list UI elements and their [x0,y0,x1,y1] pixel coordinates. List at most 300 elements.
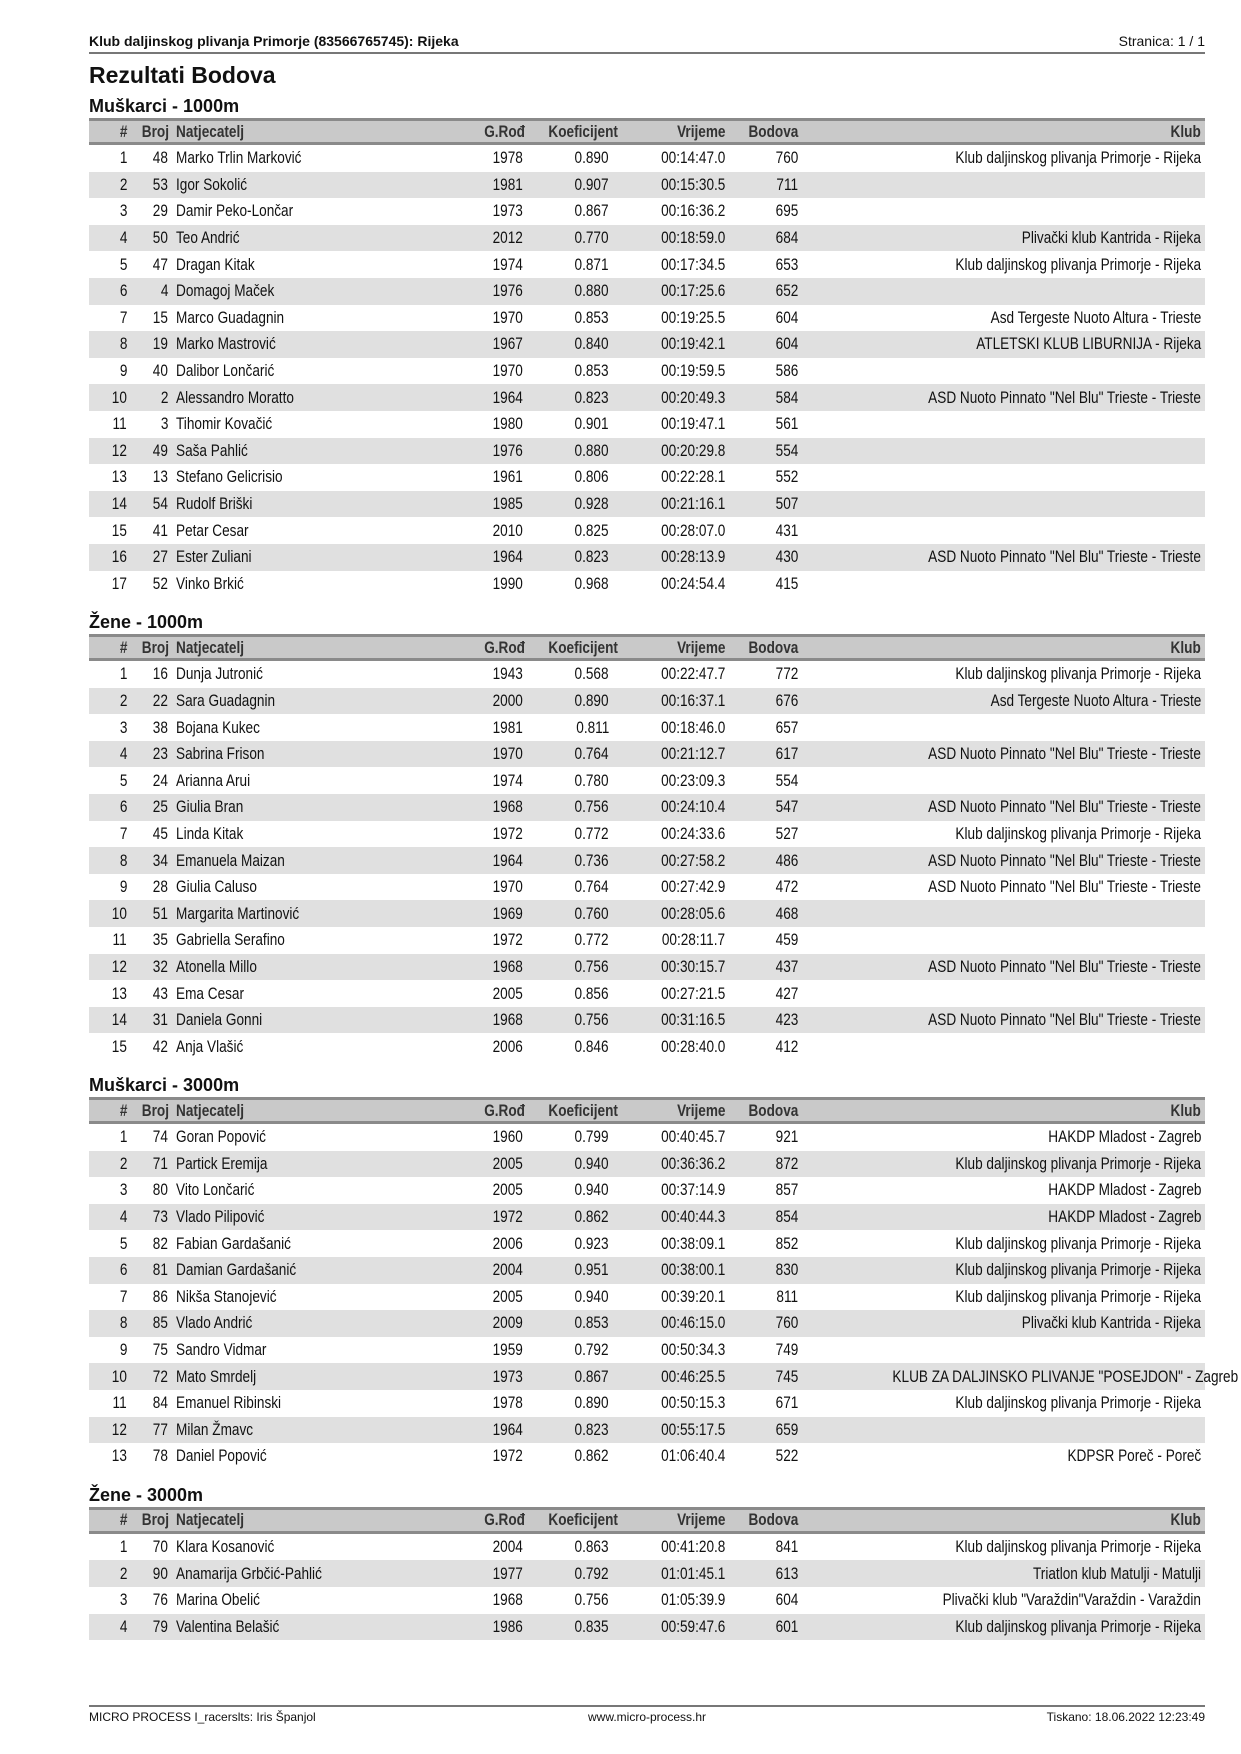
table-row [89,767,1205,794]
time-value: 00:19:42.1 [660,334,725,354]
time-value: 01:01:45.1 [660,1563,725,1583]
cell-points [729,571,802,598]
cell-coefficient [527,305,613,332]
bib-value: 3 [160,414,168,434]
points-value: 554 [775,440,798,460]
bib-value: 84 [152,1393,168,1413]
points-value: 841 [775,1537,798,1557]
birth-year-value: 1977 [492,1563,523,1583]
cell-coefficient [527,1177,613,1204]
bib-value: 34 [152,850,168,870]
coefficient-value: 0.853 [574,307,609,327]
time-value: 00:21:16.1 [660,494,725,514]
table-row [89,954,1205,981]
rank-value: 3 [119,1590,127,1610]
cell-competitor [172,1230,470,1257]
competitor-value: Ester Zuliani [176,547,252,567]
rank-value: 1 [119,148,127,168]
column-header-label: Natjecatelj [176,1510,245,1530]
cell-club [802,714,1205,741]
competitor-value: Damir Peko-Lončar [176,201,294,221]
rank-value: 1 [119,664,127,684]
cell-club [802,1587,1205,1614]
points-value: 671 [775,1393,798,1413]
cell-bib [131,464,172,491]
bib-value: 43 [152,983,168,1003]
cell-rank [89,411,131,438]
birth-year-value: 1974 [492,254,523,274]
rank-value: 9 [119,1340,127,1360]
time-value: 00:46:25.5 [660,1366,725,1386]
cell-club [802,358,1205,385]
points-value: 601 [775,1616,798,1636]
birth-year-value: 2010 [492,520,523,540]
rank-value: 13 [111,983,127,1003]
cell-points [729,821,802,848]
cell-competitor [172,1151,470,1178]
points-value: 604 [775,1590,798,1610]
cell-rank [89,1363,131,1390]
cell-club [802,688,1205,715]
cell-club [802,1417,1205,1444]
rank-value: 2 [119,690,127,710]
points-value: 468 [775,903,798,923]
table-row [89,278,1205,305]
competitor-value: Klara Kosanović [176,1537,275,1557]
birth-year-value: 2009 [492,1313,523,1333]
column-header-label: Natjecatelj [176,121,245,141]
cell-rank [89,331,131,358]
coefficient-value: 0.862 [574,1207,609,1227]
cell-coefficient [527,1417,613,1444]
birth-year-value: 1972 [492,1207,523,1227]
points-value: 586 [775,361,798,381]
column-header-label: G.Rođ [484,121,525,141]
competitor-value: Vito Lončarić [176,1180,255,1200]
rank-value: 11 [112,414,127,434]
bib-value: 49 [152,440,168,460]
coefficient-value: 0.856 [574,983,609,1003]
cell-points [729,954,802,981]
bib-value: 51 [152,903,168,923]
cell-rank [89,1560,131,1587]
cell-rank [89,517,131,544]
table-row [89,1532,1205,1560]
column-header-birth-year [470,120,527,144]
cell-birth-year [470,1310,527,1337]
coefficient-value: 0.940 [574,1180,609,1200]
birth-year-value: 2006 [492,1233,523,1253]
cell-bib [131,225,172,252]
cell-coefficient [527,794,613,821]
cell-coefficient [527,438,613,465]
cell-rank [89,794,131,821]
column-header-label: Vrijeme [676,121,725,141]
points-value: 522 [775,1446,798,1466]
cell-points [729,660,802,688]
cell-points [729,198,802,225]
cell-coefficient [527,198,613,225]
cell-points [729,1443,802,1470]
bib-value: 40 [152,361,168,381]
time-value: 00:22:47.7 [660,664,725,684]
cell-competitor [172,847,470,874]
cell-club [802,517,1205,544]
time-value: 00:18:59.0 [660,228,725,248]
cell-points [729,741,802,768]
coefficient-value: 0.772 [574,823,609,843]
table-row [89,411,1205,438]
points-value: 676 [775,690,798,710]
cell-rank [89,278,131,305]
competitor-value: Gabriella Serafino [176,930,285,950]
coefficient-value: 0.890 [574,690,609,710]
cell-coefficient [527,847,613,874]
cell-points [729,251,802,278]
cell-rank [89,821,131,848]
rank-value: 9 [119,361,127,381]
cell-time [613,1443,729,1470]
cell-club [802,821,1205,848]
cell-competitor [172,225,470,252]
cell-time [613,794,729,821]
coefficient-value: 0.853 [574,361,609,381]
cell-club [802,1443,1205,1470]
time-value: 00:27:58.2 [660,850,725,870]
cell-rank [89,660,131,688]
coefficient-value: 0.968 [574,573,609,593]
cell-time [613,251,729,278]
cell-competitor [172,900,470,927]
competitor-value: Linda Kitak [176,823,244,843]
cell-rank [89,741,131,768]
coefficient-value: 0.764 [574,744,609,764]
bib-value: 50 [152,228,168,248]
competitor-value: Domagoj Maček [176,281,275,301]
results-section [89,94,1205,597]
table-row [89,1033,1205,1060]
club-value: Plivački klub "Varaždin"Varaždin - Varaždin [942,1590,1201,1610]
bib-value: 77 [152,1419,168,1439]
time-value: 00:20:29.8 [660,440,725,460]
cell-bib [131,144,172,172]
competitor-value: Goran Popović [176,1127,266,1147]
table-row [89,172,1205,199]
cell-rank [89,1177,131,1204]
rank-value: 4 [119,1616,127,1636]
time-value: 00:28:05.6 [660,903,725,923]
results-table [89,1097,1239,1470]
cell-birth-year [470,251,527,278]
cell-time [613,384,729,411]
footer-credits: MICRO PROCESS I_racerslts: Iris Španjol [89,1710,316,1724]
cell-rank [89,1151,131,1178]
points-value: 561 [775,414,798,434]
cell-time [613,1587,729,1614]
competitor-value: Margarita Martinović [176,903,300,923]
cell-coefficient [527,1363,613,1390]
cell-points [729,358,802,385]
cell-club [802,1230,1205,1257]
cell-bib [131,1532,172,1560]
rank-value: 14 [111,1010,127,1030]
time-value: 00:41:20.8 [660,1537,725,1557]
cell-rank [89,1532,131,1560]
cell-points [729,1033,802,1060]
cell-time [613,767,729,794]
bib-value: 32 [152,956,168,976]
cell-time [613,491,729,518]
rank-value: 4 [119,228,127,248]
cell-birth-year [470,847,527,874]
cell-birth-year [470,1284,527,1311]
rank-value: 17 [111,573,127,593]
table-row [89,980,1205,1007]
cell-coefficient [527,172,613,199]
column-header-bib [131,120,172,144]
birth-year-value: 2004 [492,1537,523,1557]
club-value: Klub daljinskog plivanja Primorje - Rijeka [955,148,1201,168]
table-row [89,794,1205,821]
cell-time [613,980,729,1007]
cell-rank [89,358,131,385]
bib-value: 15 [152,307,168,327]
coefficient-value: 0.811 [575,717,609,737]
birth-year-value: 1968 [492,956,523,976]
column-header-label: # [119,121,127,141]
rank-value: 2 [119,1563,127,1583]
cell-rank [89,1230,131,1257]
table-row [89,741,1205,768]
birth-year-value: 1970 [492,877,523,897]
cell-competitor [172,688,470,715]
bib-value: 45 [152,823,168,843]
cell-competitor [172,278,470,305]
cell-coefficient [527,517,613,544]
competitor-value: Mato Smrdelj [176,1366,257,1386]
cell-coefficient [527,411,613,438]
time-value: 00:24:10.4 [660,797,725,817]
cell-coefficient [527,927,613,954]
birth-year-value: 1978 [492,1393,523,1413]
time-value: 00:40:44.3 [660,1207,725,1227]
table-row [89,358,1205,385]
column-header-label: Klub [1170,1100,1201,1120]
cell-club [802,1390,1205,1417]
page-header [89,32,1205,54]
rank-value: 4 [119,744,127,764]
table-row [89,1257,1205,1284]
cell-time [613,821,729,848]
coefficient-value: 0.863 [574,1537,609,1557]
time-value: 00:38:00.1 [660,1260,725,1280]
cell-competitor [172,172,470,199]
coefficient-value: 0.792 [574,1340,609,1360]
coefficient-value: 0.736 [574,850,609,870]
cell-rank [89,544,131,571]
club-value: Asd Tergeste Nuoto Altura - Trieste [990,307,1201,327]
cell-coefficient [527,464,613,491]
cell-rank [89,225,131,252]
cell-club [802,438,1205,465]
results-table [89,634,1205,1060]
birth-year-value: 1964 [492,850,523,870]
birth-year-value: 1978 [492,148,523,168]
cell-points [729,1177,802,1204]
competitor-value: Ema Cesar [176,983,245,1003]
competitor-value: Giulia Bran [176,797,244,817]
cell-points [729,305,802,332]
cell-points [729,1257,802,1284]
bib-value: 90 [152,1563,168,1583]
cell-competitor [172,660,470,688]
birth-year-value: 1972 [492,930,523,950]
points-value: 554 [775,770,798,790]
points-value: 695 [775,201,798,221]
cell-coefficient [527,384,613,411]
competitor-value: Alessandro Moratto [176,387,294,407]
bib-value: 53 [152,174,168,194]
time-value: 00:20:49.3 [660,387,725,407]
cell-bib [131,821,172,848]
cell-bib [131,1257,172,1284]
birth-year-value: 1960 [492,1127,523,1147]
cell-birth-year [470,927,527,954]
time-value: 00:50:15.3 [660,1393,725,1413]
birth-year-value: 1981 [492,717,523,737]
column-header-label: Broj [141,121,169,141]
cell-points [729,1007,802,1034]
cell-time [613,1123,729,1151]
cell-club [802,411,1205,438]
cell-coefficient [527,571,613,598]
points-value: 921 [775,1127,798,1147]
cell-rank [89,927,131,954]
rank-value: 9 [119,877,127,897]
cell-competitor [172,954,470,981]
cell-birth-year [470,1033,527,1060]
cell-bib [131,1390,172,1417]
cell-competitor [172,1033,470,1060]
cell-club [802,305,1205,332]
cell-time [613,954,729,981]
cell-rank [89,144,131,172]
cell-coefficient [527,1310,613,1337]
cell-club [802,172,1205,199]
cell-birth-year [470,1443,527,1470]
birth-year-value: 2004 [492,1260,523,1280]
cell-club [802,384,1205,411]
competitor-value: Dunja Jutronić [176,664,263,684]
cell-time [613,1417,729,1444]
column-header-points [729,1099,802,1123]
cell-bib [131,660,172,688]
birth-year-value: 1981 [492,174,523,194]
time-value: 00:24:54.4 [660,573,725,593]
time-value: 01:06:40.4 [660,1446,725,1466]
cell-club [802,278,1205,305]
cell-time [613,1310,729,1337]
points-value: 604 [775,307,798,327]
cell-rank [89,571,131,598]
birth-year-value: 2005 [492,1180,523,1200]
coefficient-value: 0.799 [574,1127,609,1147]
column-header-club [802,120,1205,144]
cell-rank [89,1007,131,1034]
cell-birth-year [470,1123,527,1151]
cell-birth-year [470,438,527,465]
time-value: 00:50:34.3 [660,1340,725,1360]
cell-coefficient [527,688,613,715]
cell-bib [131,172,172,199]
cell-competitor [172,491,470,518]
bib-value: 22 [152,690,168,710]
cell-bib [131,1177,172,1204]
cell-points [729,438,802,465]
page-title: Rezultati Bodova [89,62,276,88]
bib-value: 79 [152,1616,168,1636]
birth-year-value: 1959 [492,1340,523,1360]
time-value: 00:28:40.0 [660,1036,725,1056]
cell-bib [131,198,172,225]
table-row [89,1363,1205,1390]
cell-birth-year [470,144,527,172]
cell-competitor [172,1614,470,1641]
cell-competitor [172,927,470,954]
cell-coefficient [527,251,613,278]
time-value: 00:59:47.6 [660,1616,725,1636]
rank-value: 14 [111,494,127,514]
time-value: 00:46:15.0 [660,1313,725,1333]
results-content [89,94,1239,1653]
time-value: 00:28:11.7 [661,930,725,950]
cell-rank [89,1033,131,1060]
column-header-label: # [119,1100,127,1120]
bib-value: 86 [152,1286,168,1306]
table-row [89,1230,1205,1257]
cell-birth-year [470,980,527,1007]
cell-rank [89,438,131,465]
column-header-label: Broj [141,1510,169,1530]
cell-time [613,660,729,688]
cell-rank [89,1587,131,1614]
bib-value: 81 [152,1260,168,1280]
column-header-club [802,1099,1205,1123]
cell-coefficient [527,1560,613,1587]
cell-time [613,1033,729,1060]
bib-value: 78 [152,1446,168,1466]
cell-time [613,927,729,954]
birth-year-value: 1990 [492,573,523,593]
table-row [89,464,1205,491]
club-value: Klub daljinskog plivanja Primorje - Rijeka [955,1260,1201,1280]
cell-rank [89,491,131,518]
cell-birth-year [470,1257,527,1284]
time-value: 00:55:17.5 [660,1419,725,1439]
cell-bib [131,688,172,715]
rank-value: 15 [111,520,127,540]
column-header-coefficient [527,1099,618,1123]
cell-time [613,688,729,715]
cell-rank [89,1443,131,1470]
coefficient-value: 0.823 [574,387,609,407]
cell-birth-year [470,900,527,927]
cell-bib [131,1204,172,1231]
cell-coefficient [527,1123,613,1151]
cell-coefficient [527,1151,613,1178]
rank-value: 6 [119,797,127,817]
cell-rank [89,1257,131,1284]
